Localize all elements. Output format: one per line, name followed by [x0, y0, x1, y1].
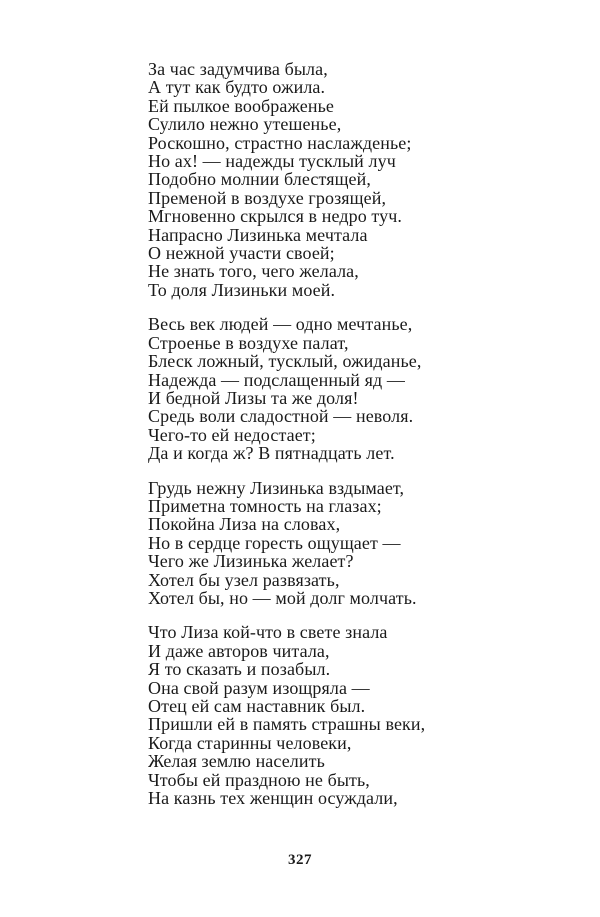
poem-line: О нежной участи своей;: [148, 243, 335, 264]
poem-line: Она свой разум изощряла —: [148, 677, 370, 698]
poem-line: Весь век людей — одно мечтанье,: [148, 314, 413, 335]
page-number: 327: [288, 852, 312, 868]
poem-line: Пременой в воздухе грозящей,: [148, 187, 387, 208]
poem-line: Блеск ложный, тусклый, ожиданье,: [148, 351, 422, 372]
poem-line: Когда старинны человеки,: [148, 732, 352, 753]
stanza-3: [148, 479, 568, 608]
poem-line: Что Лиза кой-что в свете знала: [148, 622, 388, 643]
poem-line: Да и когда ж? В пятнадцать лет.: [148, 443, 395, 464]
poem-line: За час задумчива была,: [148, 59, 328, 79]
poem-line: Покойна Лиза на словах,: [148, 514, 341, 535]
poem-line: Роскошно, страстно наслажденье;: [148, 132, 412, 153]
poem-line: Пришли ей в память страшны веки,: [148, 714, 426, 735]
poem-line: Желая землю населить: [148, 751, 325, 772]
poem-line: Я то сказать и позабыл.: [148, 659, 331, 680]
poem-line: Хотел бы узел развязать,: [148, 569, 340, 590]
poem-line: Мгновенно скрылся в недро туч.: [148, 206, 402, 227]
poem-line: Ей пылкое воображенье: [148, 95, 335, 116]
poem-line: Чего-то ей недостает;: [148, 424, 316, 445]
poem-line: Но ах! — надежды тусклый луч: [148, 151, 396, 172]
stanza-4: [148, 623, 568, 807]
poem-line: Чего же Лизинька желает?: [148, 551, 354, 572]
poem-line: То доля Лизиньки моей.: [148, 279, 336, 300]
poem-line: Сулило нежно утешенье,: [148, 114, 342, 135]
poem-line: Подобно молнии блестящей,: [148, 169, 371, 190]
stanza-2: [148, 315, 568, 462]
poem-line: Средь воли сладостной — неволя.: [148, 406, 414, 427]
poem-line: И бедной Лизы та же доля!: [148, 387, 359, 408]
poem-line: На казнь тех женщин осуждали,: [148, 788, 398, 809]
poem-line: И даже авторов читала,: [148, 640, 330, 661]
poem-line: Грудь нежну Лизинька вздымает,: [148, 477, 405, 498]
poem-line: Приметна томность на глазах;: [148, 495, 382, 516]
poem-line: Напрасно Лизинька мечтала: [148, 224, 368, 245]
poem-line: Хотел бы, но — мой долг молчать.: [148, 587, 417, 608]
poem-line: А тут как будто ожила.: [148, 77, 326, 98]
poem-line: Отец ей сам наставник был.: [148, 696, 366, 716]
poem-line: Чтобы ей праздною не быть,: [148, 769, 370, 790]
poem-line: Строенье в воздухе палат,: [148, 332, 349, 353]
poem-line: Но в сердце горесть ощущает —: [148, 532, 401, 553]
poem-text: [148, 60, 568, 823]
poem-line: Не знать того, чего желала,: [148, 261, 359, 282]
poem-line: Надежда — подслащенный яд —: [148, 369, 405, 390]
stanza-1: [148, 60, 568, 299]
